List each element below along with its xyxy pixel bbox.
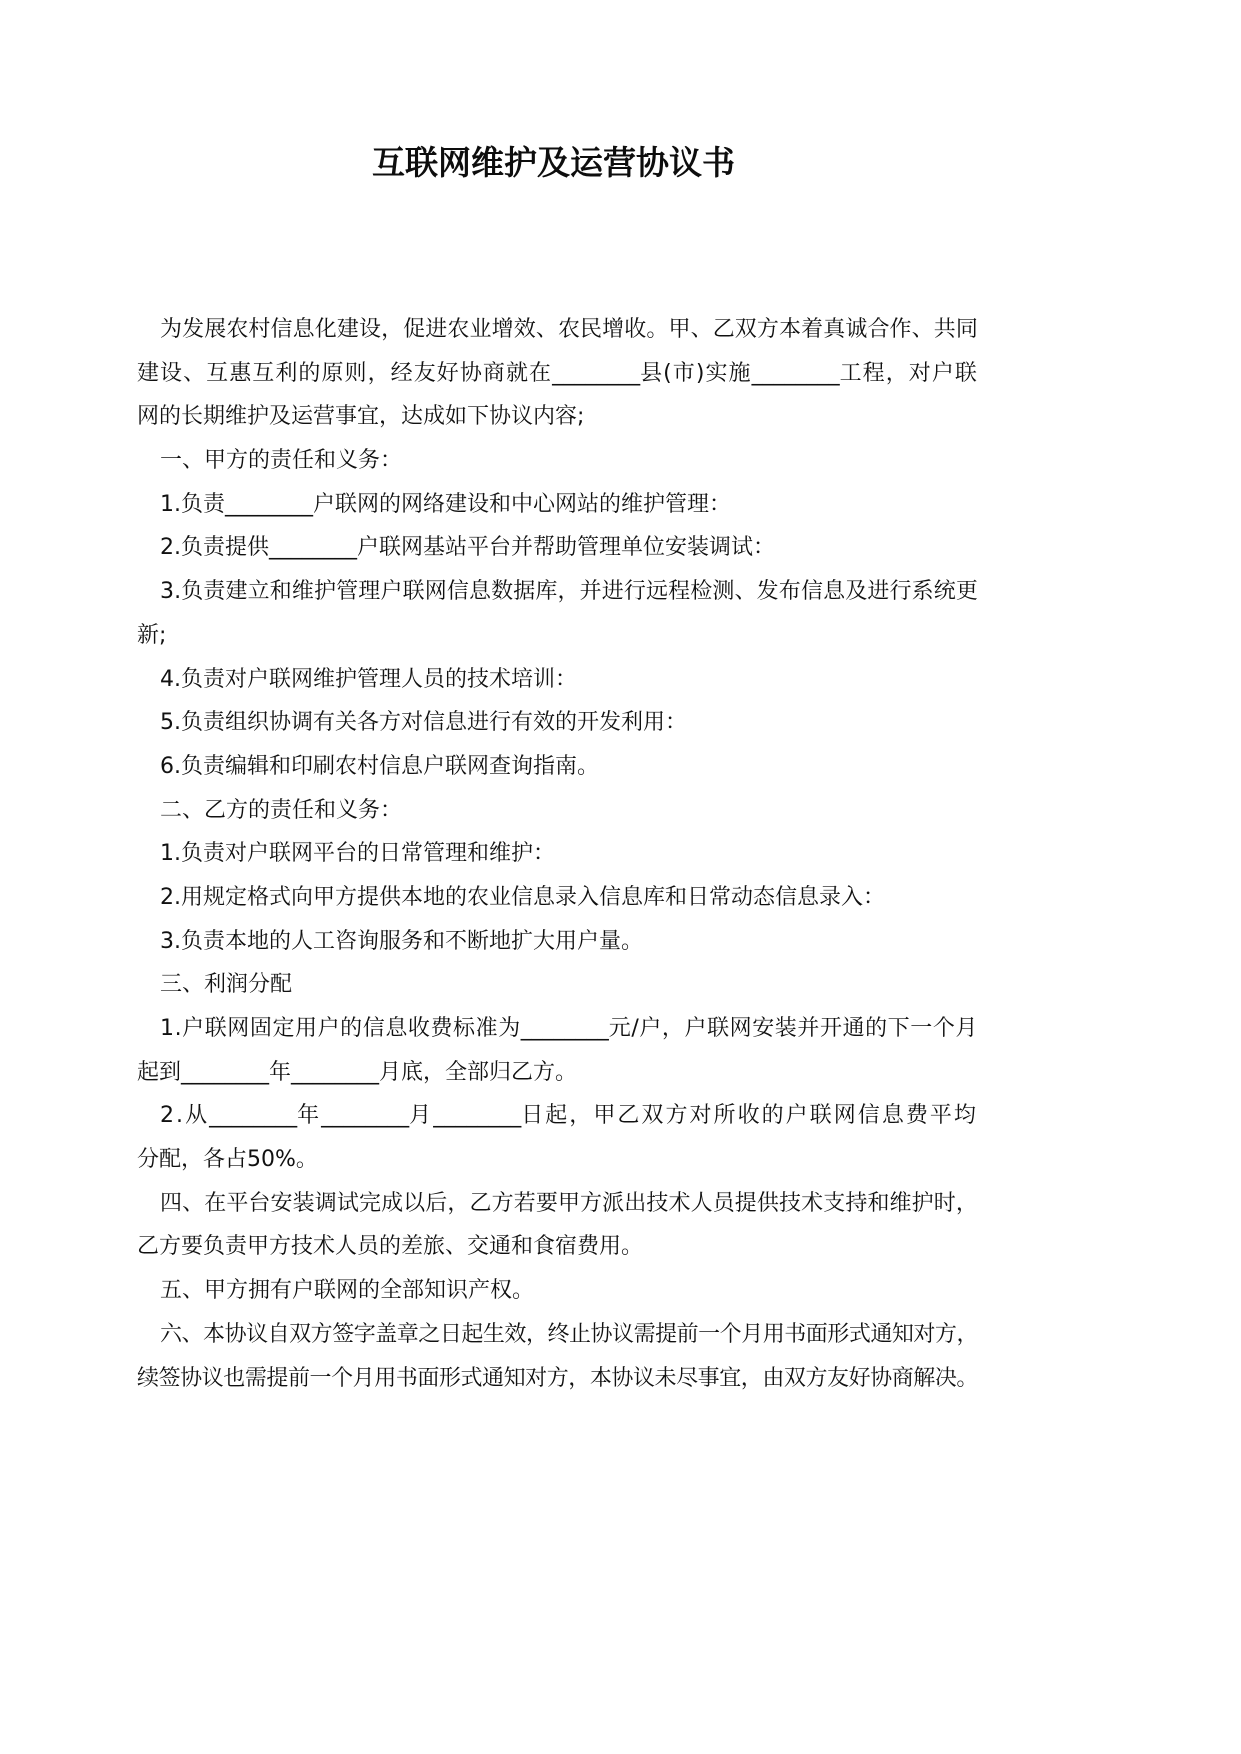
document-body: [137, 308, 978, 1400]
line-text: 3.负责建立和维护管理户联网信息数据库，并进行远程检测、发布信息及进行系统更: [160, 579, 978, 605]
paragraph-line: [137, 308, 978, 352]
party-a-item-3: [137, 570, 978, 657]
clause-four: [137, 1182, 978, 1269]
blank-field: ________: [291, 1059, 380, 1085]
line-text: 3.负责本地的人工咨询服务和不断地扩大用户量。: [160, 928, 643, 954]
paragraph-line: [137, 1007, 978, 1051]
line-text: 分配，各占50%。: [137, 1147, 318, 1173]
blank-field: ________: [552, 360, 641, 386]
line-text: 5.负责组织协调有关各方对信息进行有效的开发利用：: [160, 710, 687, 736]
profit-item-2: [137, 1094, 978, 1181]
line-text: 起到________年________月底，全部归乙方。: [137, 1060, 577, 1085]
line-text: 2.用规定格式向甲方提供本地的农业信息录入信息库和日常动态信息录入：: [160, 884, 885, 910]
paragraph-line: [137, 395, 978, 439]
party-a-item-1: [137, 483, 978, 527]
party-a-heading: [137, 439, 978, 483]
paragraph-line: [137, 920, 978, 964]
paragraph-line: [137, 526, 978, 570]
line-text: 1.负责对户联网平台的日常管理和维护：: [160, 841, 555, 867]
party-a-item-6: [137, 745, 978, 789]
line-text: 建设、互惠互利的原则，经友好协商就在________县(市)实施________工程，对户联: [137, 361, 978, 386]
paragraph-line: [137, 1269, 978, 1313]
paragraph-line: [137, 963, 978, 1007]
line-text: 1.户联网固定用户的信息收费标准为________元/户，户联网安装并开通的下一个月: [160, 1016, 978, 1041]
paragraph-line: [137, 570, 978, 614]
paragraph-line: [137, 614, 978, 658]
line-text: 1.负责________户联网的网络建设和中心网站的维护管理：: [160, 492, 731, 517]
party-b-heading: [137, 789, 978, 833]
line-text: 五、甲方拥有户联网的全部知识产权。: [160, 1278, 535, 1304]
paragraph-line: [137, 789, 978, 833]
paragraph-line: [137, 658, 978, 702]
paragraph-line: [137, 876, 978, 920]
line-text: 2.从________年________月________日起，甲乙双方对所收的户联网信息费平均: [160, 1103, 978, 1128]
paragraph-line: [137, 745, 978, 789]
party-a-item-5: [137, 701, 978, 745]
line-text: 三、利润分配: [160, 972, 293, 998]
paragraph-line: [137, 701, 978, 745]
line-text: 二、乙方的责任和义务：: [160, 797, 403, 823]
blank-field: ________: [433, 1103, 522, 1129]
paragraph-line: [137, 1182, 978, 1226]
document-title: 互联网维护及运营协议书: [372, 143, 735, 182]
blank-field: ________: [181, 1059, 270, 1085]
line-text: 新;: [137, 622, 167, 648]
paragraph-line: [137, 832, 978, 876]
clause-six: [137, 1313, 978, 1400]
paragraph-line: [137, 483, 978, 527]
paragraph-line: [137, 352, 978, 396]
blank-field: ________: [751, 360, 840, 386]
party-b-item-2: [137, 876, 978, 920]
clause-five: [137, 1269, 978, 1313]
line-text: 一、甲方的责任和义务：: [160, 448, 403, 474]
party-b-item-3: [137, 920, 978, 964]
line-text: 6.负责编辑和印刷农村信息户联网查询指南。: [160, 753, 599, 779]
party-b-item-1: [137, 832, 978, 876]
line-text: 网的长期维护及运营事宜，达成如下协议内容;: [137, 404, 585, 430]
profit-heading: [137, 963, 978, 1007]
line-text: 乙方要负责甲方技术人员的差旅、交通和食宿费用。: [137, 1234, 644, 1260]
paragraph-line: [137, 1225, 978, 1269]
line-text: 2.负责提供________户联网基站平台并帮助管理单位安装调试：: [160, 535, 775, 560]
blank-field: ________: [269, 535, 357, 561]
paragraph-line: [137, 1051, 978, 1095]
paragraph-line: [137, 1357, 978, 1401]
paragraph-line: [137, 1138, 978, 1182]
party-a-item-4: [137, 658, 978, 702]
blank-field: ________: [225, 491, 313, 517]
paragraph-line: [137, 439, 978, 483]
line-text: 续签协议也需提前一个月用书面形式通知对方，本协议未尽事宜，由双方友好协商解决。: [137, 1365, 978, 1391]
party-a-item-2: [137, 526, 978, 570]
line-text: 六、本协议自双方签字盖章之日起生效，终止协议需提前一个月用书面形式通知对方，: [160, 1321, 978, 1347]
intro-paragraph: [137, 308, 978, 439]
line-text: 为发展农村信息化建设，促进农业增效、农民增收。甲、乙双方本着真诚合作、共同: [160, 317, 978, 342]
paragraph-line: [137, 1313, 978, 1357]
paragraph-line: [137, 1094, 978, 1138]
profit-item-1: [137, 1007, 978, 1094]
blank-field: ________: [209, 1103, 298, 1129]
line-text: 4.负责对户联网维护管理人员的技术培训：: [160, 666, 577, 692]
line-text: 四、在平台安装调试完成以后，乙方若要甲方派出技术人员提供技术支持和维护时，: [160, 1190, 978, 1216]
blank-field: ________: [520, 1016, 609, 1041]
blank-field: ________: [321, 1103, 410, 1129]
